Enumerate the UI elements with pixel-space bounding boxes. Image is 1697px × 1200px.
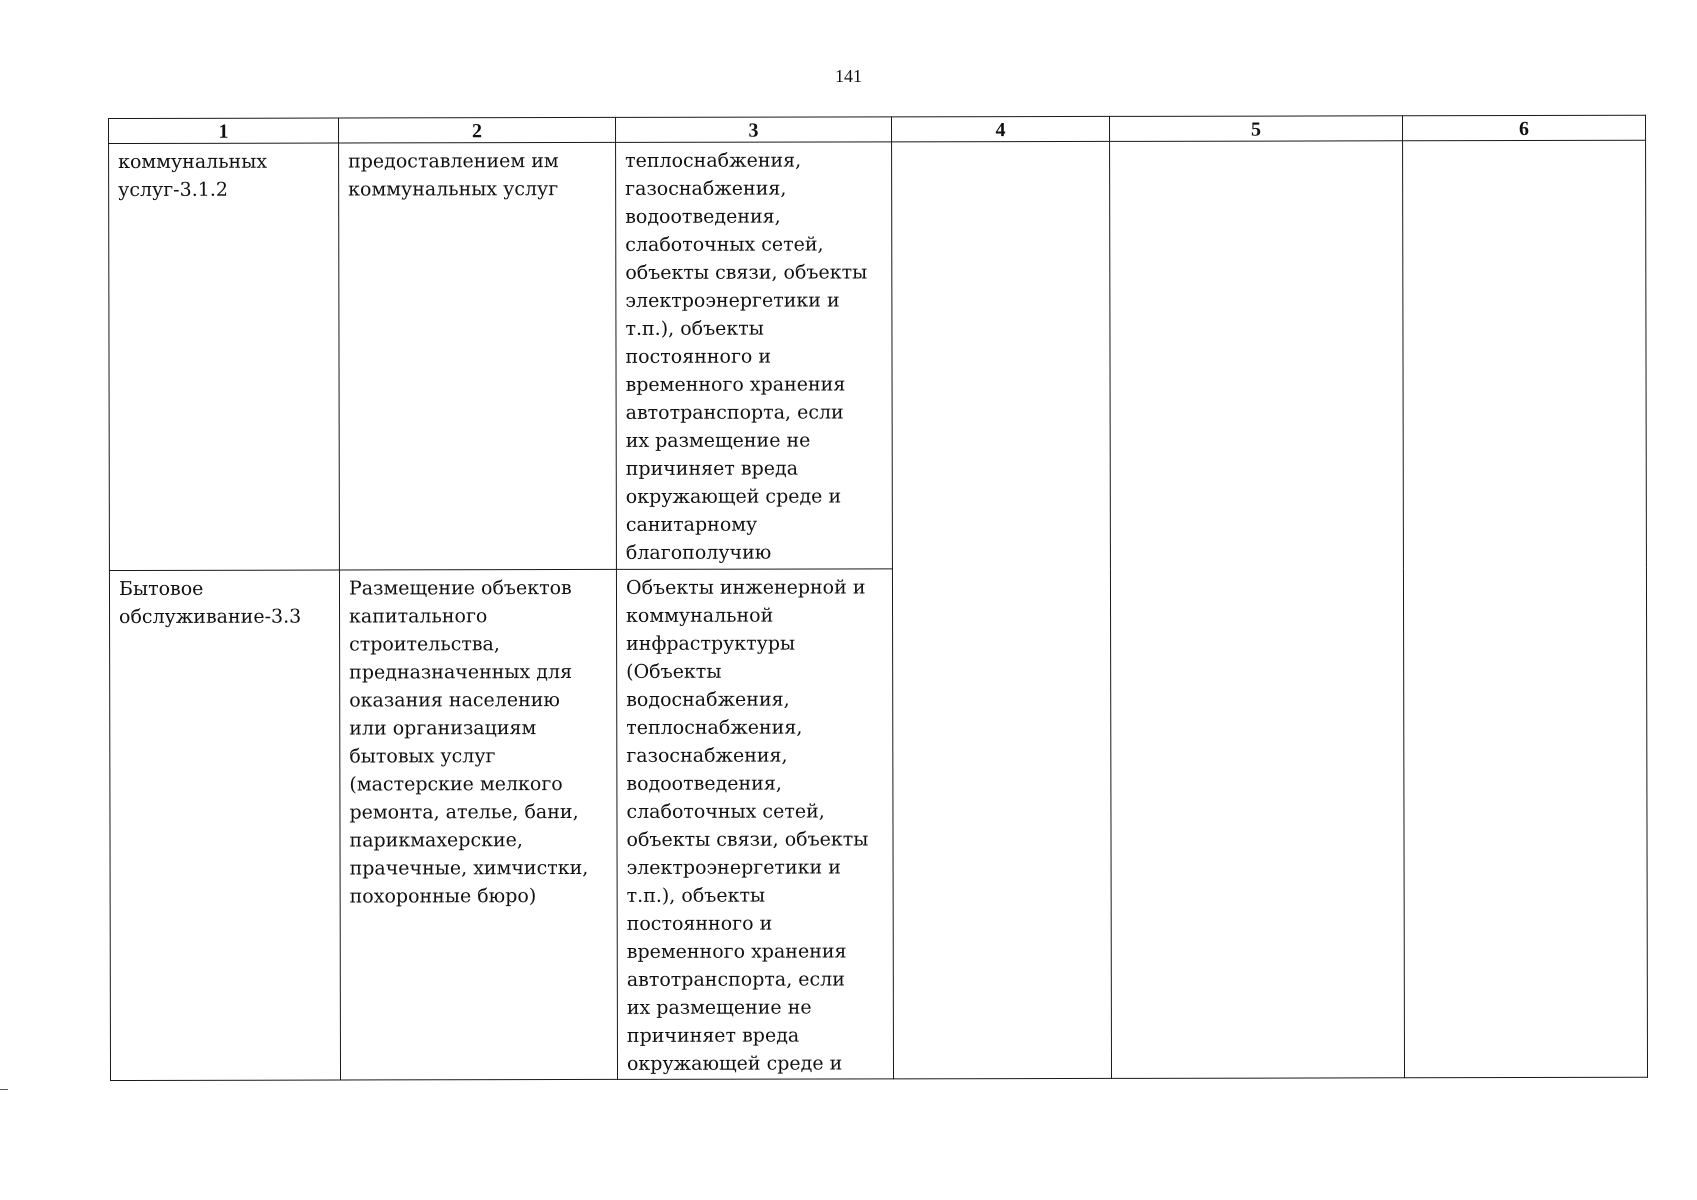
col5-cell xyxy=(1110,141,1405,1079)
row1-auxiliary-use: теплоснабжения, газоснабжения, водоотведения, слаботочных сетей, объекты связи, объекты электроэнергетики и т.п.), объекты постоянного и временного хранения автотранспорта, если их размещение не причиняет вреда окружающей среде и санитарному благополучию xyxy=(616,142,893,570)
scan-edge-mark xyxy=(0,1089,8,1090)
column-header-1: 1 xyxy=(109,118,339,143)
row2-description: Размещение объектов капитального строительства, предназначенных для оказания населению или организациям бытовых услуг (мастерские мелкого ремонта, ателье, бани, парикмахерские, прачечные, химчистки, похоронные бюро) xyxy=(339,569,617,1080)
column-header-6: 6 xyxy=(1402,115,1645,141)
col6-cell xyxy=(1403,140,1648,1078)
column-header-5: 5 xyxy=(1109,116,1402,142)
row2-permitted-use: Бытовое обслуживание-3.3 xyxy=(109,570,340,1080)
column-header-4: 4 xyxy=(891,116,1109,141)
column-header-3: 3 xyxy=(615,117,891,143)
table-row xyxy=(109,140,1647,570)
row1-description: предоставлением им коммунальных услуг xyxy=(339,142,617,570)
row2-auxiliary-use: Объекты инженерной и коммунальной инфраструктуры (Объекты водоснабжения, теплоснабжения, газоснабжения, водоотведения, слаботочных сетей, объекты связи, объекты электроэнергетики и т.п.), объекты постоянного и временного хранения автотранспорта, если их размещение не причиняет вреда окружающей среде и xyxy=(616,569,893,1080)
col4-cell xyxy=(892,141,1112,1078)
table-header-row xyxy=(109,115,1646,143)
zoning-table xyxy=(108,115,1648,1081)
column-header-2: 2 xyxy=(339,117,616,143)
row1-permitted-use: коммунальных услуг-3.1.2 xyxy=(109,143,340,570)
page-number: 141 xyxy=(835,66,862,86)
